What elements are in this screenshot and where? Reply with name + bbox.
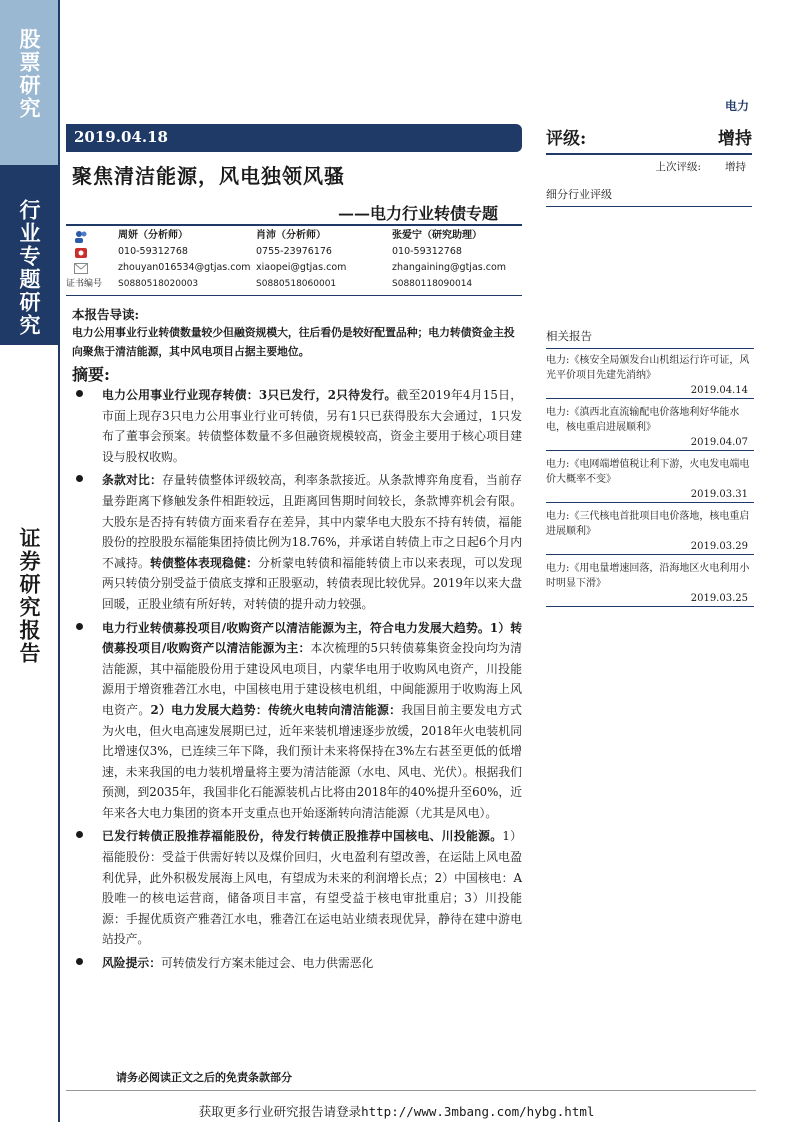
related-report-link[interactable]: 电力:《三代核电首批项目电价落地，核电重启进展顺利》 — [546, 511, 750, 537]
sidebar-label-securities-report: 证券研究报告 — [17, 527, 42, 665]
bullet-text: 截至2019年4月15日，市面上现存3只电力公用事业行业可转债，另有1只已获得股东大会通过，1只发布了董事会预案。转债整体数量不多但融资规模较高，资金主要用于核心项目建设与股权收购。 — [102, 388, 522, 464]
bullet-lead: 已发行转债正股推荐福能股份，待发行转债正股推荐中国核电、川投能源。 — [102, 829, 503, 844]
sidebar-label-stock-research: 股票研究 — [17, 28, 42, 120]
footer-divider — [66, 1090, 756, 1091]
analyst-name: 肖沛（分析师） — [256, 230, 326, 241]
analyst-divider — [66, 295, 522, 296]
analyst-cert: S0880118090014 — [392, 279, 473, 289]
email-icon — [66, 260, 114, 276]
bullet-lead: 电力公用事业行业现存转债：3只已发行，2只待发行。 — [102, 388, 397, 402]
title-divider — [66, 224, 522, 226]
report-title: 聚焦清洁能源，风电独领风骚 — [72, 164, 345, 188]
bullet-dot-icon — [76, 831, 83, 838]
related-report-link[interactable]: 电力:《核安全局颁发台山机组运行许可证，风光平价项目先建先消纳》 — [546, 355, 750, 381]
summary-bullet — [72, 953, 522, 974]
related-report-date: 2019.03.29 — [546, 539, 754, 555]
related-report-date: 2019.04.14 — [546, 383, 754, 399]
sidebar-industry-topic — [0, 165, 58, 345]
sidebar-spacer — [0, 345, 58, 505]
bullet-dot-icon — [76, 623, 83, 630]
analyst-card — [256, 228, 346, 292]
related-report-date: 2019.03.25 — [546, 591, 754, 607]
sidebar-label-industry-topic: 行业专题研究 — [17, 199, 42, 337]
analyst-cert: S0880518060001 — [256, 279, 337, 289]
report-date: 2019.04.18 — [66, 124, 522, 152]
analyst-phone: 010-59312768 — [118, 246, 188, 257]
bullet-lead: 风险提示： — [102, 956, 161, 971]
bullet-text: 可转债发行方案未能过会、电力供需恶化 — [161, 956, 374, 971]
footer-link[interactable] — [0, 1102, 793, 1120]
analyst-block — [66, 228, 522, 294]
prev-rating-label: 上次评级: — [655, 161, 701, 173]
related-report-link[interactable]: 电力:《电网端增值税让利下游，火电发电端电价大概率不变》 — [546, 459, 750, 485]
bullet-dot-icon — [76, 958, 83, 965]
analyst-cert: S0880518020003 — [118, 279, 199, 289]
cert-label: 证书编号 — [66, 279, 103, 289]
guide-body: 电力公用事业行业转债数量较少但融资规模大，往后看仍是较好配置品种；电力转债资金主投向聚焦于清洁能源，其中风电项目占据主要地位。 — [72, 326, 515, 358]
summary-list — [72, 385, 522, 977]
analyst-email[interactable]: zhouyan016534@gtjas.com — [118, 262, 251, 273]
analyst-phone: 0755-23976176 — [256, 246, 332, 257]
bullet-text-secondary: 分析蒙电转债和福能转债上市以来表现，可以发现两只转债分别受益于债底支撑和正股驱动，转债表现比较优异。2019年以来大盘回暖，正股业绩有所好转，对转债的提升动力较强。 — [102, 555, 522, 611]
rating-panel — [546, 124, 752, 174]
sidebar-stock-research — [0, 0, 58, 165]
bullet-text: 存量转债整体评级较高，利率条款接近。从条款博弈角度看，当前存量券距离下修触发条件相距较远，且距离回售期时间较长，条款博弈机会有限。大股东是否持有转债方面来看存在差异，其中内蒙华电大股东不持有转债，福能股份的控股股东福能集团持债比例为18.76%，并承诺自转债上市之日起6个月内不减持。 — [102, 473, 522, 570]
analyst-email[interactable]: zhangaining@gtjas.com — [392, 262, 507, 273]
analyst-card — [118, 228, 251, 292]
footer-link-url[interactable]: http://www.3mbang.com/hybg.html — [361, 1104, 595, 1119]
sub-industry-rating: 细分行业评级 — [546, 186, 752, 207]
bullet-text: 1）福能股份：受益于供需好转以及煤价回归，火电盈利有望改善，在运陆上风电盈利优异，此外积极发展海上风电，有望成为未来的利润增长点；2）中国核电：A股唯一的核电运营商，储备项目丰富，有望受益于核电审批重启；3）川投能源：手握优质资产雅砻江水电，雅砻江在运电站业绩表现优异，静待在建中游电站投产。 — [102, 829, 522, 947]
guide-title: 本报告导读: — [72, 307, 140, 322]
sidebar-divider — [58, 0, 60, 1122]
bullet-text: 本次梳理的5只转债募集资金投向均为清洁能源，其中福能股份用于建设风电项目，内蒙华电用于收购风电资产，川投能源用于增资雅砻江水电，中国核电用于建设核电机组，中闽能源用于收购海上风电资产。 — [102, 641, 522, 717]
bullet-dot-icon — [76, 475, 83, 482]
bullet-lead-secondary: 2）电力发展大趋势：传统火电转向清洁能源： — [150, 702, 402, 717]
person-icon — [66, 228, 114, 244]
related-report-date: 2019.03.31 — [546, 487, 754, 503]
bullet-lead: 电力行业转债募投项目/收购资产以清洁能源为主，符合电力发展大趋势。1）转债募投项目/收购资产以清洁能源为主： — [102, 620, 522, 656]
bullet-text-secondary: 我国目前主要发电方式为火电，但火电高速发展期已过，近年来装机增速逐步放缓，2018年火电装机同比增速仅3%，已连续三年下降，我们预计未来将保持在3%左右甚至更低的低增速，未来我国的电力装机增量将主要为清洁能源（水电、风电、光伏）。根据我们预测，到2035年，我国非化石能源装机占比将由2018年的40%提升至60%，近年来各大电力集团的资本开支重点也开始逐渐转向清洁能源（尤其是风电）。 — [102, 702, 522, 820]
bullet-dot-icon — [76, 390, 83, 397]
related-reports-title: 相关报告 — [546, 328, 754, 349]
bullet-lead: 条款对比： — [102, 473, 163, 488]
bullet-lead-secondary: 转债整体表现稳健： — [150, 555, 259, 570]
summary-bullet — [72, 618, 522, 824]
summary-bullet — [72, 385, 522, 467]
summary-title: 摘要: — [72, 365, 110, 384]
rating-label: 评级: — [546, 129, 587, 149]
analyst-name: 张爱宁（研究助理） — [392, 230, 482, 241]
analyst-phone: 010-59312768 — [392, 246, 462, 257]
related-reports — [546, 328, 754, 613]
industry-tag: 电力 — [724, 99, 749, 113]
sidebar-securities-report — [0, 505, 58, 1122]
phone-icon — [66, 244, 114, 260]
related-report-date: 2019.04.07 — [546, 435, 754, 451]
summary-bullet — [72, 826, 522, 950]
footer-link-prefix: 获取更多行业研究报告请登录 — [198, 1104, 362, 1119]
analyst-name: 周妍（分析师） — [118, 230, 188, 241]
report-subtitle: ——电力行业转债专题 — [338, 204, 499, 223]
disclaimer: 请务必阅读正文之后的免责条款部分 — [116, 1071, 292, 1084]
summary-bullet — [72, 470, 522, 614]
rating-value: 增持 — [718, 129, 752, 149]
related-report-link[interactable]: 电力:《用电量增速回落，沿海地区火电利用小时明显下滑》 — [546, 563, 750, 589]
analyst-icons — [66, 228, 114, 292]
analyst-card — [392, 228, 506, 292]
analyst-email[interactable]: xiaopei@gtjas.com — [256, 262, 347, 273]
related-report-link[interactable]: 电力:《滇西北直流输配电价落地利好华能水电，核电重启进展顺利》 — [546, 407, 740, 433]
prev-rating-value: 增持 — [725, 161, 746, 173]
